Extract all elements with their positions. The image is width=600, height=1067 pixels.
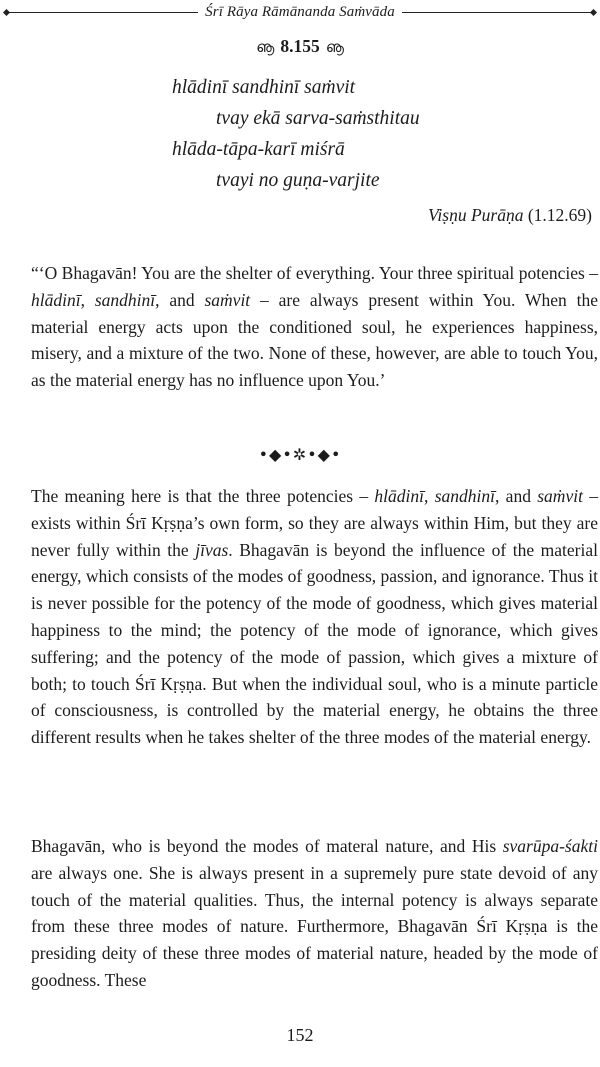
text-run: , [80, 289, 95, 310]
section-divider-icon: •◆•✲•◆• [258, 445, 342, 464]
source-ref: (1.12.69) [527, 205, 592, 225]
verse-line: hlādinī sandhinī saṁvit [172, 77, 356, 98]
text-run: . Bhagavān is beyond the influence of the material energy, which consists of the modes of goodness, passion, and ignorance. Thus it is never possible for the potency of the mode of goodness, which gives material happiness to the mind; the potency of the mode of ignorance, which gives suffering; and the potency of the mode of passion, which gives a mixture of both; to touch Śrī Kṛṣṇa. But when the individual soul, who is a minute particle of consciousness, is controlled by the material energy, he obtains the three different results when he takes shelter of the three modes of the material energy. [31, 539, 598, 748]
text-run: , and [495, 486, 538, 506]
text-run: “‘O Bhagavān! You are the shelter of everything. Your three [31, 263, 453, 283]
page-number: 152 [286, 1025, 314, 1045]
text-run: – are always [250, 289, 359, 310]
text-run: , [424, 486, 435, 506]
commentary-paragraph-2 [31, 833, 598, 994]
header-rule-right [402, 12, 596, 13]
term-jivas: jīvas [195, 539, 229, 560]
text-run: spiritual potencies – [456, 263, 598, 283]
text-run: are always one. She is always present in a supremely pure state devoid of any touch of the material qualities. Thus, the internal potency is always separate from these three modes of nature. Furthermore, Bhagavān Śrī Kṛṣṇa is the presiding deity of these three modes of material nature, headed by the mode of goodness. These [31, 862, 598, 990]
term-hladini: hlādinī [31, 289, 81, 310]
term-sandhini: sandhinī [434, 486, 495, 506]
verse-line: tvay ekā sarva-saṁsthitau [216, 108, 420, 129]
verse-number-text: 8.155 [280, 36, 320, 56]
header-rule-left [4, 12, 198, 13]
term-samvit: saṁvit [537, 486, 583, 506]
text-run: , and [155, 289, 205, 310]
commentary-paragraph-1 [31, 483, 598, 751]
term-samvit: saṁvit [204, 289, 251, 310]
source-title: Viṣṇu Purāṇa [428, 205, 524, 225]
term-svarupa-sakti: svarūpa-śakti [502, 836, 598, 856]
text-run: – exists within Śrī Kṛṣṇa’s own form, so they are always within Him, but they are never fully within the [31, 486, 599, 560]
ornament-right-icon: ൡ [325, 40, 344, 56]
verse-number [0, 36, 600, 57]
translation-paragraph [31, 260, 598, 394]
verse-block [172, 72, 420, 196]
verse-line: tvayi no guṇa-varjite [216, 170, 380, 191]
ornament-left-icon: ൡ [256, 40, 275, 56]
verse-source [428, 205, 592, 226]
running-header [0, 2, 600, 22]
text-run: Bhagavān, who is beyond the modes of materal nature, and His [31, 836, 503, 856]
term-hladini: hlādinī [374, 486, 425, 506]
text-run: The meaning here is that the three potencies – [31, 486, 375, 506]
running-title: Śrī Rāya Rāmānanda Saṁvāda [205, 3, 395, 20]
term-sandhini: sandhinī [94, 289, 156, 310]
verse-line: hlāda-tāpa-karī miśrā [172, 139, 345, 160]
text-run: present within You. When the material energy acts upon the conditioned soul, he experiences happiness, misery, and a mixture of the two. None of these, however, are able to touch You, as the material energy has no influence upon You.’ [31, 289, 598, 391]
